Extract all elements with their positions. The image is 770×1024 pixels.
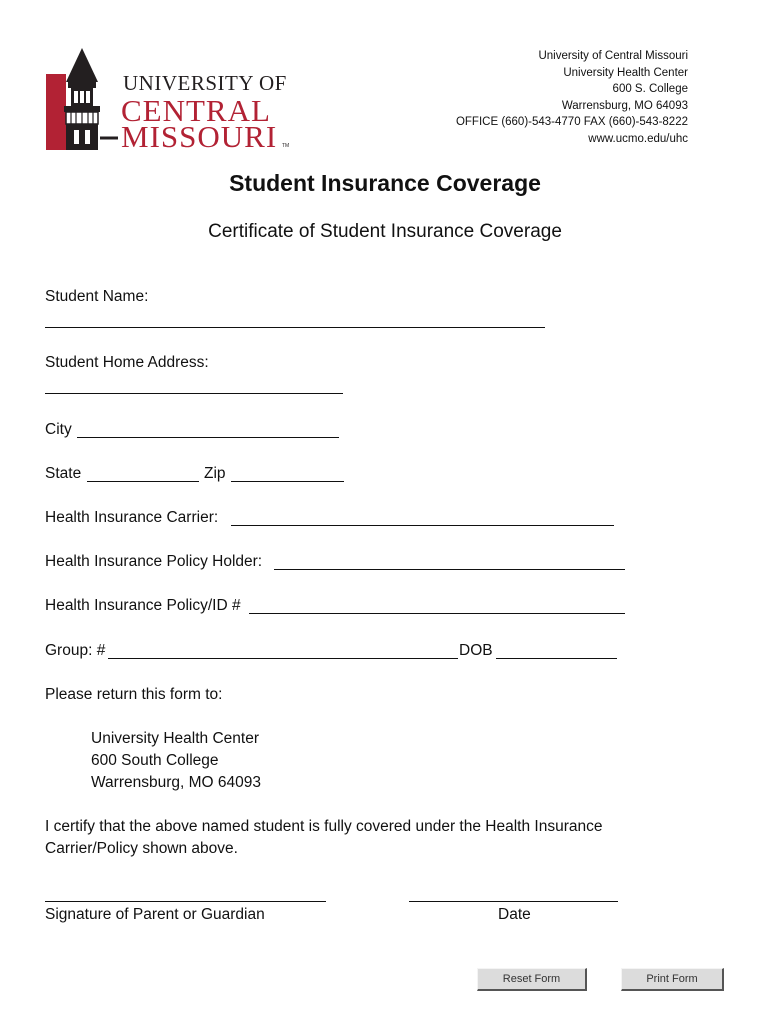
- date-label: Date: [498, 906, 531, 923]
- insurance-carrier-field[interactable]: [231, 525, 614, 526]
- policy-holder-field[interactable]: [274, 569, 625, 570]
- home-address-field[interactable]: [45, 393, 343, 394]
- group-field[interactable]: [108, 658, 458, 659]
- address-line-website: www.ucmo.edu/uhc: [588, 132, 688, 145]
- insurance-carrier-label: Health Insurance Carrier:: [45, 509, 219, 526]
- address-line: University Health Center: [563, 66, 688, 79]
- zip-field[interactable]: [231, 481, 344, 482]
- logo-line-central: CENTRAL: [121, 93, 271, 128]
- zip-label: Zip: [204, 465, 226, 482]
- print-form-button[interactable]: Print Form: [621, 968, 724, 991]
- state-field[interactable]: [87, 481, 199, 482]
- contact-address-block: [456, 48, 688, 148]
- return-address-line: Warrensburg, MO 64093: [91, 774, 262, 791]
- logo-line-university-of: UNIVERSITY OF: [123, 71, 287, 95]
- policy-id-field[interactable]: [249, 613, 625, 614]
- state-label: State: [45, 465, 82, 482]
- address-line: OFFICE (660)-543-4770 FAX (660)-543-8222: [455, 116, 688, 129]
- university-logo-building-icon: [44, 46, 120, 154]
- dob-field[interactable]: [496, 658, 617, 659]
- logo-line-missouri: MISSOURI: [121, 119, 278, 154]
- parent-signature-field[interactable]: [45, 901, 326, 902]
- policy-holder-label: Health Insurance Policy Holder:: [45, 553, 263, 570]
- parent-signature-label: Signature of Parent or Guardian: [45, 906, 265, 923]
- city-field[interactable]: [77, 437, 339, 438]
- page-subtitle: Certificate of Student Insurance Coverage: [208, 221, 562, 242]
- address-line: 600 S. College: [612, 83, 688, 96]
- logo-trademark: TM: [282, 143, 290, 149]
- date-field[interactable]: [409, 901, 618, 902]
- home-address-label: Student Home Address:: [45, 354, 209, 371]
- return-address-line: University Health Center: [91, 730, 259, 747]
- address-line: University of Central Missouri: [538, 50, 688, 62]
- reset-form-button[interactable]: Reset Form: [477, 968, 587, 991]
- student-name-field[interactable]: [45, 327, 545, 328]
- page-title: Student Insurance Coverage: [229, 170, 541, 196]
- student-name-label: Student Name:: [45, 288, 149, 305]
- policy-id-label: Health Insurance Policy/ID #: [45, 597, 241, 614]
- group-label: Group: #: [45, 642, 106, 659]
- address-line: Warrensburg, MO 64093: [561, 99, 688, 112]
- return-to-label: Please return this form to:: [45, 686, 223, 703]
- return-address-block: [91, 728, 261, 794]
- certification-statement: I certify that the above named student is fully covered under the Health Insurance Carrier/Policy shown above.: [45, 818, 603, 857]
- dob-label: DOB: [459, 642, 493, 659]
- return-address-line: 600 South College: [91, 752, 219, 769]
- city-label: City: [45, 421, 72, 438]
